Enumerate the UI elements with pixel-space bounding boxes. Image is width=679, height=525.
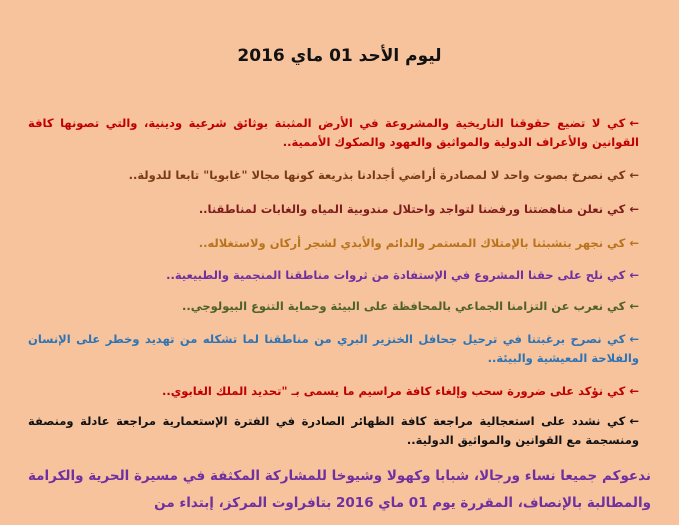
arrow-icon: ←	[629, 116, 639, 130]
list-item-decrees	[28, 382, 639, 401]
item-text: كي نلح على حقنا المشروع في الإستفادة من ثروات مناطقنا المنجمية والطبيعية..	[166, 268, 626, 282]
list-item-forestry-rejection	[28, 200, 639, 219]
closing-call: ندعوكم جميعا نساء ورجالا، شبابا وكهولا وشيوخا للمشاركة المكثفة في مسيرة الحرية والكرامة والمطالبة بالإنصاف، المقررة يوم 01 ماي 2016 بتافراوت المركز، إبتداء من	[28, 468, 651, 511]
item-text: كي نصرح برغبتنا في ترحيل جحافل الخنزير البري من مناطقنا لما تشكله من تهديد وخطر على الإنسان والفلاحة المعيشية والبيئة..	[28, 332, 639, 365]
item-text: كي نجهر بتشبثنا بالإمتلاك المستمر والدائم والأبدي لشجر أركان ولاستغلاله..	[198, 236, 626, 250]
item-text: كي نعلن مناهضتنا ورفضنا لتواجد واحتلال مندوبية المياه والغابات لمناطقنا..	[198, 202, 626, 216]
item-text: كي نشدد على استعجالية مراجعة كافة الظهائر الصادرة في الفترة الإستعمارية مراجعة عادلة ومنصفة ومنسجمة مع القوانين والمواثيق الدولية..	[28, 414, 639, 447]
arrow-icon: ←	[629, 414, 639, 428]
list-item-wild-boar	[28, 330, 639, 368]
list-item-environment	[28, 297, 639, 316]
arrow-icon: ←	[629, 384, 639, 398]
item-text: كي نعرب عن التزامنا الجماعي بالمحافظة على البيئة وحماية التنوع البيولوجي..	[182, 299, 626, 313]
list-item-resources	[28, 266, 639, 285]
item-text: كي نؤكد على ضرورة سحب وإلغاء كافة مراسيم ما يسمى بـ "تحديد الملك الغابوي..	[162, 384, 626, 398]
arrow-icon: ←	[629, 168, 639, 182]
list-item-argan	[28, 234, 639, 253]
document-title: ليوم الأحد 01 ماي 2016	[237, 46, 442, 66]
arrow-icon: ←	[629, 299, 639, 313]
list-item-confiscation	[28, 166, 639, 185]
arrow-icon: ←	[629, 202, 639, 216]
item-text: كي لا تضيع حقوقنا التاريخية والمشروعة في الأرض المثبتة بوثائق شرعية ودينية، والتي تصونها كافة القوانين والأعراف الدولية والمواثيق والعهود والصكوك الأممية..	[28, 116, 639, 149]
arrow-icon: ←	[629, 236, 639, 250]
arrow-icon: ←	[629, 268, 639, 282]
list-item-colonial-decrees	[28, 412, 639, 450]
list-item-land-rights	[28, 114, 639, 152]
arrow-icon: ←	[629, 332, 639, 346]
item-text: كي نصرخ بصوت واحد لا لمصادرة أراضي أجدادنا بذريعة كونها مجالا "غابويا" تابعا للدولة..	[128, 168, 626, 182]
